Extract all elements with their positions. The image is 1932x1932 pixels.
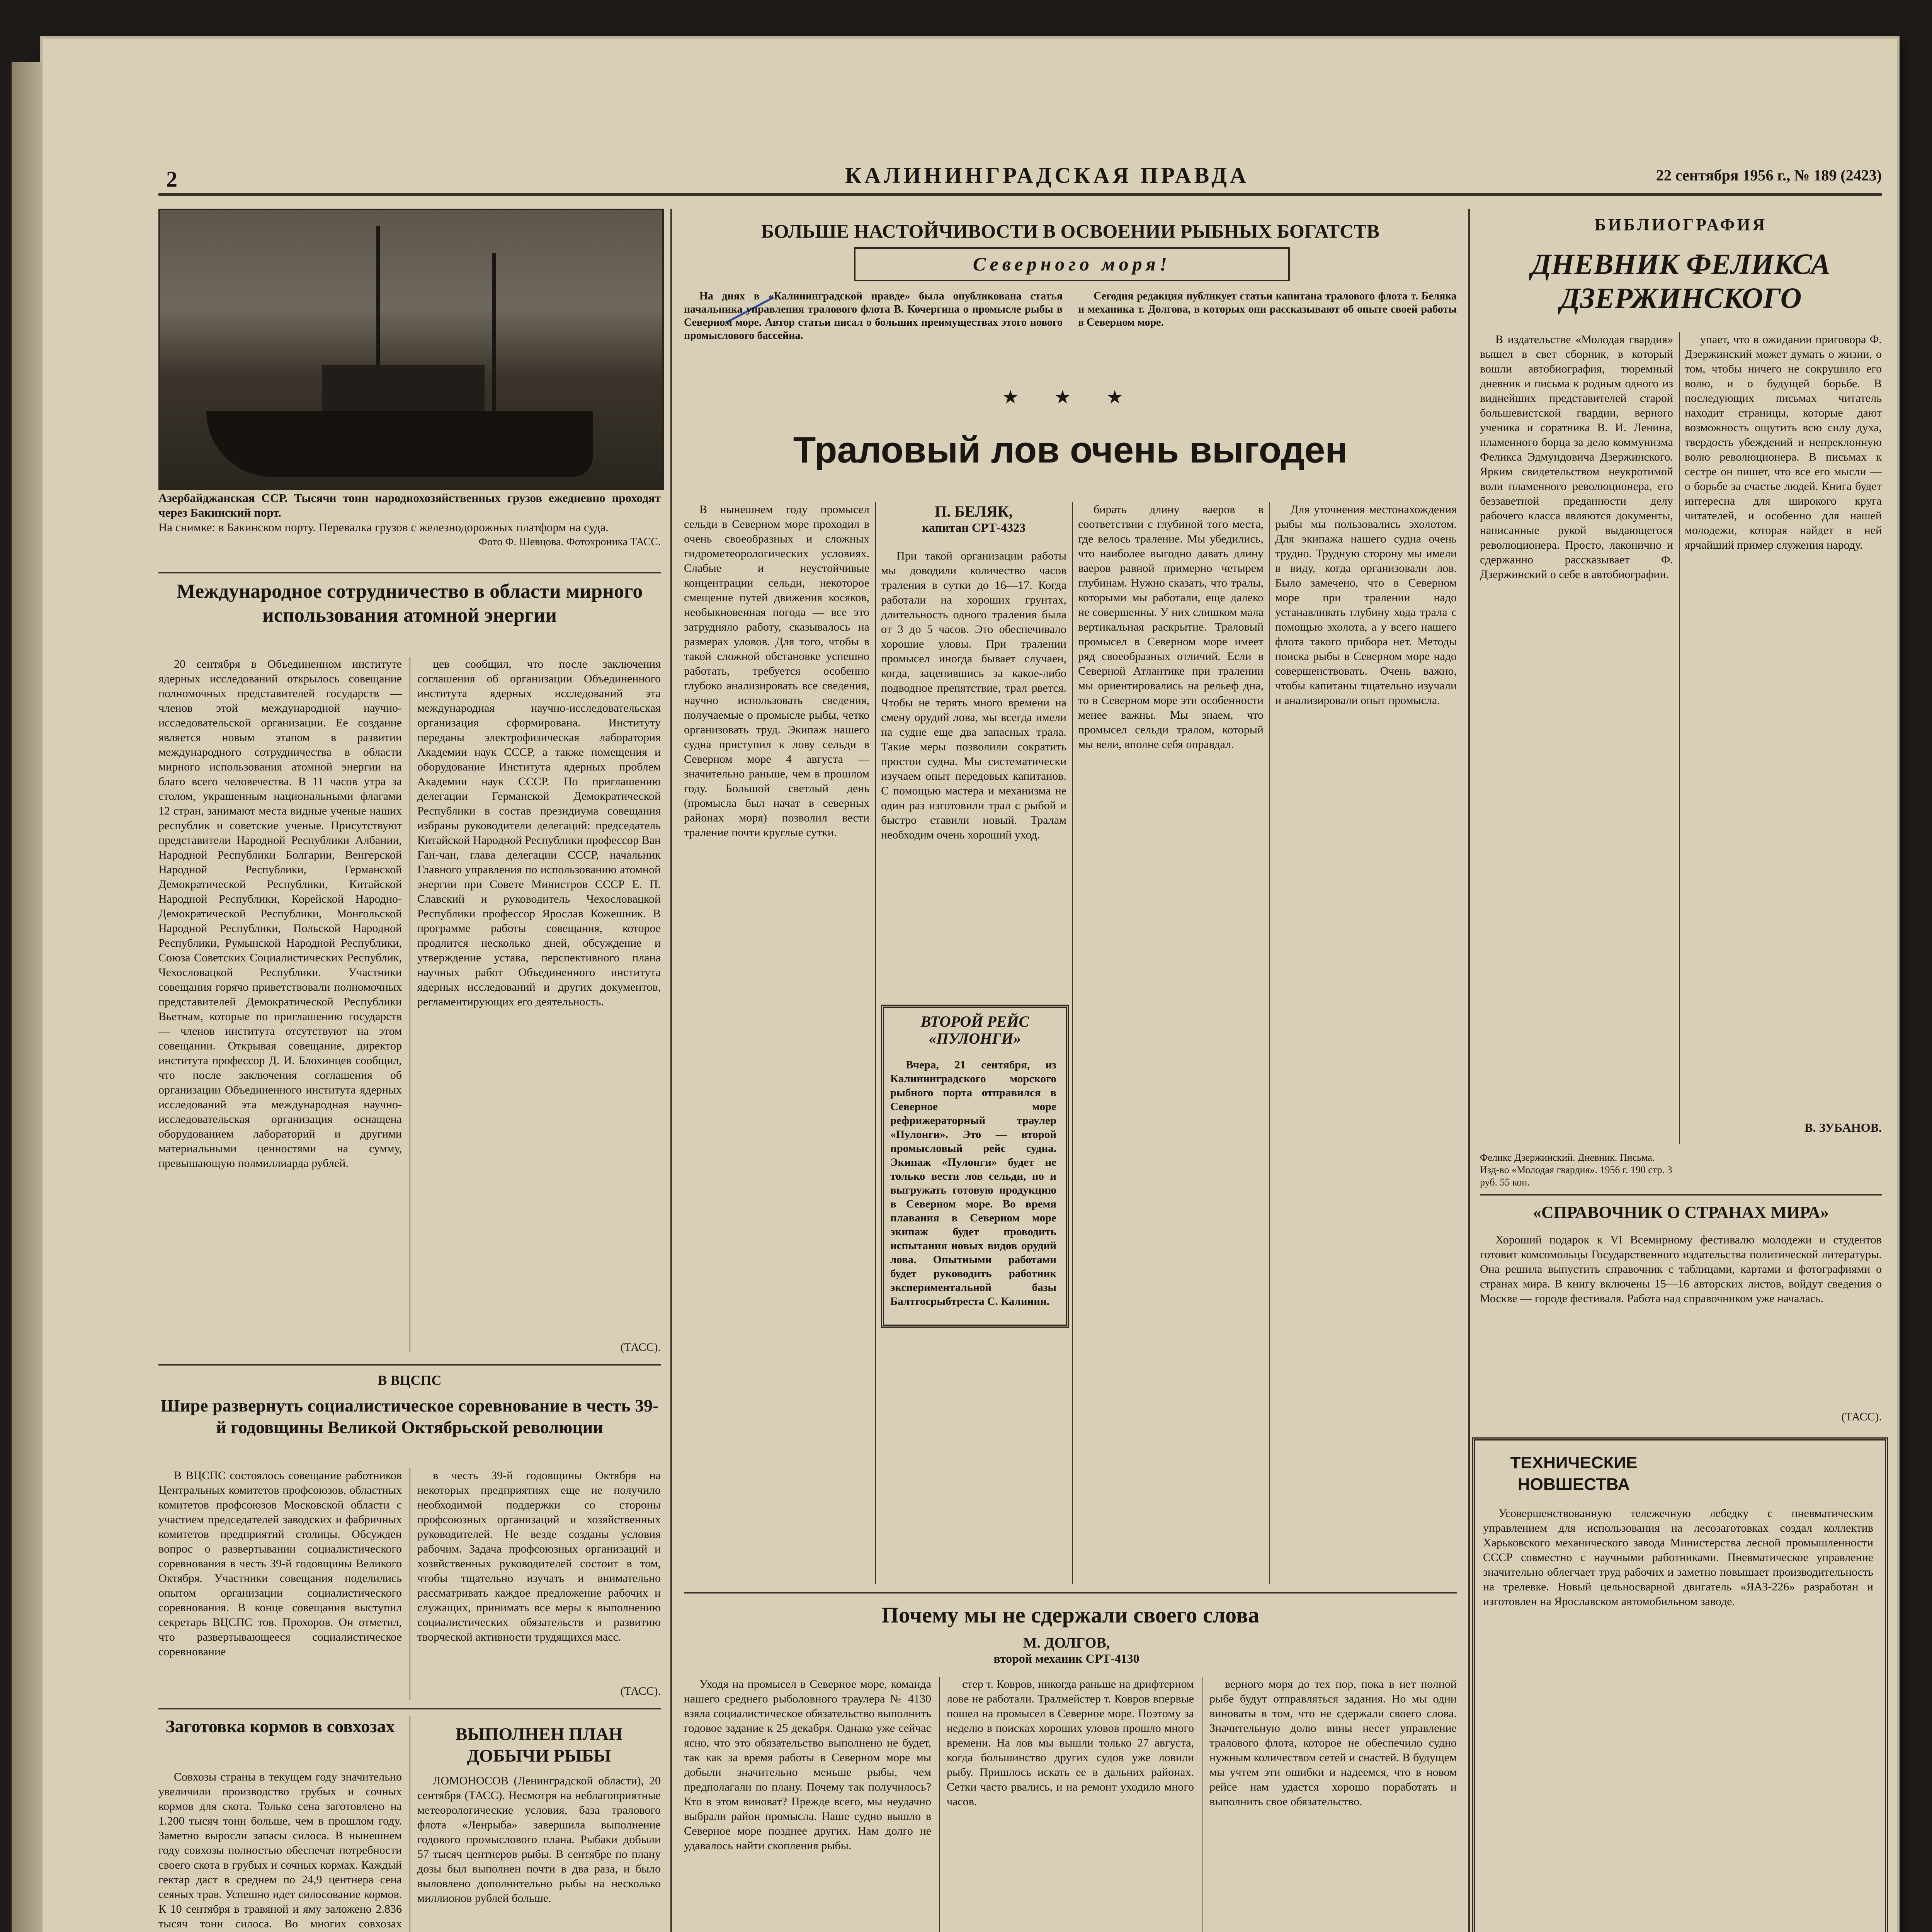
atom-text-2: цев сообщил, что после заключения соглашения об организации Объединенного института ядерных исследований эта международная научно-исследовательская организация сформирована. Институту переданы электрофизическая лаборатория Академии наук СССР, а также помещения и оборудование Института ядерных проблем Академии наук СССР. По приглашению делегации Германской Демократической Республики в состав президиума совещания избраны руководители делегаций: председатель Китайской Народной Республики профессор Ван Ган-чан, глава делегации СССР, начальник Главного управления по использованию атомной энергии при Совете Министров СССР Е. П. Славский и руководитель Чехословацкой Республики профессор Ярослав Кожешник. В программе работы совещания, которое продлится несколько дней, обсуждение и утверждение устава, перспективного плана научных работ Объединенного института ядерных исследований и других документов, регламентирующих его деятельность.: [417, 658, 661, 1008]
vcsps-col-2: [417, 1468, 661, 1685]
north-sea-headline: БОЛЬШЕ НАСТОЙЧИВОСТИ В ОСВОЕНИИ РЫБНЫХ БОГАТСТВ: [761, 220, 1379, 242]
second-trip-text: Вчера, 21 сентября, из Калининградского морского рыбного порта отправился в Северное море рефрижераторный траулер «Пулонги». Это — второй промысловый рейс судна. Экипаж «Пулонги» будет не только вести лов сельди, но и выгружать готовую продукцию в Северном море. Во время плавания в Северном море экипаж будет проводить испытания новых видов орудий лова. Опытными работами будет руководить работник экспериментальной базы Балтгосрыбтреста С. Калинин.: [890, 1059, 1056, 1308]
rule: [1679, 332, 1680, 1144]
north-sea-intro-1: [684, 290, 1063, 375]
tech-box: [1472, 1437, 1888, 1932]
dolgov-col-3: [1209, 1584, 1457, 1932]
trawl-col-3: [1078, 502, 1264, 1584]
photo-caption-block: [158, 491, 661, 568]
north-sea-box: [854, 247, 1290, 281]
second-trip-headline: ВТОРОЙ РЕЙС «ПУЛОНГИ»: [920, 1013, 1029, 1047]
dolgov-byline-block: [893, 1634, 1240, 1666]
guide-text: Хороший подарок к VI Всемирному фестивалю молодежи и студентов готовит комсомольцы Государственного издательства политической литературы. Она решила выпустить справочник с таблицами, картами и фотографиями о странах мира. В книгу включены 15—16 авторских листов, войдут сведения о Москве — городе фестиваля. Работа над справочником уже началась.: [1480, 1233, 1882, 1305]
biblio-col-1: [1480, 332, 1673, 1144]
rule: [670, 209, 672, 1932]
issue-date: 22 сентября 1956 г., № 189 (2423): [1656, 167, 1882, 184]
vcsps-text-1: В ВЦСПС состоялось совещание работников Центральных комитетов профсоюзов, областных комитетов профсоюзов Московской области с участием председателей заводских и фабричных комитетов предприятий столицы. Обсужден вопрос о развертывании социалистического соревнования в честь 39-й годовщины Великого Октября. Участники совещания поделились опытом организации социалистического соревнования. В конце совещания выступил секретарь ВЦСПС тов. Прохоров. Он отметил, что развертывающееся социалистическое соревнование: [158, 1469, 402, 1658]
dolgov-col-1: [684, 1677, 931, 1932]
fish-plan-headline: ВЫПОЛНЕН ПЛАН ДОБЫЧИ РЫБЫ: [455, 1724, 623, 1765]
dolgov-headline: Почему мы не сдержали своего слова: [881, 1602, 1260, 1628]
trawl-text-4: Для уточнения местонахождения рыбы мы пользовались эхолотом. Для экипажа нашего судна очень трудно. Трудную сторону мы имели в виду, когда организовали лов. Было замечено, что в Северном море при тралении надо устанавливать глубину хода трала с помощью эхолота, а у всего нашего флота такого прибора нет. Методы поиска рыбы в Северном море надо совершенствовать. Очень важно, чтобы капитаны тщательно изучали и анализировали опыт промысла.: [1275, 503, 1457, 707]
masthead-rule: [158, 193, 1882, 196]
biblio-text-1: В издательстве «Молодая гвардия» вышел в свет сборник, в который вошли автобиография, тюремный дневник и письма к родным одного из виднейших представителей старой большевистской гвардии, верного ученика и соратника В. И. Ленина, пламенного борца за дело коммунизма Феликса Эдмундовича Дзержинского. Ярким свидетельством неукротимой воли пламенного революционера, его беззаветной преданности делу рабочего класса являются документы, написанные рукой выдающегося революционера. Просто, лаконично и сдержанно рассказывает Ф. Дзержинский о себе в автобиографии.: [1480, 333, 1673, 581]
tech-body: [1483, 1506, 1873, 1932]
vcsps-kicker: В ВЦСПС: [378, 1372, 442, 1388]
dolgov-text-3: верного моря до тех пор, пока в нет полной рыбе будут отправляться задания. Но мы одни виноваты в том, что не сдержали своего слова. Значительную долю вины несет управление тралового флота, которое не обеспечило судно нужным количеством сетей и снастей. В будущем мы учтем эти ошибки и надеемся, что в новом рейсе нам удастся хорошо поработать и выполнить свое обязательство.: [1209, 1678, 1457, 1808]
fish-plan-body: [417, 1774, 661, 1932]
fodder-headline: Заготовка кормов в совхозах: [165, 1716, 395, 1736]
trawl-text-2: При такой организации работы мы доводили количество часов траления в сутки до 16—17. Когда работали на хороших грунтах, длительность одного траления была от 3 до 5 часов. Это обеспечивало хорошие уловы. При тралении промысел иногда бывает случаен, когда, зацепившись за какое-либо подводное препятствие, трал рвется. Чтобы не терять много времени на смену орудий лова, мы всегда имели на судне еще два запасных трала. Такие меры позволили сократить простои судна. Мы систематически изучаем опыт передовых капитанов. С помощью мастера и механизма не один раз изготовили трал с рыбой и быстро ставили новый. Тралам необходим очень хороший уход.: [881, 549, 1066, 841]
vcsps-col-1: [158, 1468, 402, 1700]
north-sea-intro-2: [1078, 290, 1457, 375]
vcsps-tass: (ТАСС).: [620, 1685, 661, 1697]
biblio-col-2: [1685, 332, 1882, 1113]
rule: [1269, 502, 1270, 1584]
biblio-headline: ДНЕВНИК ФЕЛИКСА ДЗЕРЖИНСКОГО: [1531, 248, 1831, 315]
second-trip-box: [881, 1005, 1069, 1328]
photo-caption-2: На снимке: в Бакинском порту. Перевалка грузов с железнодорожных платформ на суда.: [158, 520, 609, 534]
biblio-ref: Феликс Дзержинский. Дневник. Письма. Изд-во «Молодая гвардия». 1956 г. 190 стр. 3 руб. 55 коп.: [1480, 1152, 1672, 1188]
stars-divider: ★ ★ ★: [1002, 387, 1139, 408]
atom-text-1: 20 сентября в Объединенном институте ядерных исследований открылось совещание полномочных представителей государств — членов этой международной научно-исследовательской организации. Ее создание является новым этапом в развитии международного сотрудничества в области мирного использования атомной энергии на благо всего человечества. В 11 часов утра за столом, украшенным национальными флагами 12 стран, занимают места видные ученые наших республик и советские ученые. Присутствуют представители Народной Республики Албании, Народной Республики Болгарии, Венгерской Народной Республики, Германской Демократической Республики, Китайской Народной Республики, Корейской Народно-Демократической Республики, Монгольской Народной Республики, Польской Народной Республики, Румынской Народной Республики, Союза Советских Социалистических Республик, Чехословацкой Республики. Участники совещания горячо приветствовали полномочных представителей Демократической Республики Вьетнам, которые по приглашению государств — членов института отсутствуют на этом совещании. Открывая совещание, директор института профессор Д. И. Блохинцев сообщил, что после заключения соглашения об организации Объединенного института ядерных исследований эта международная научно-исследовательская организация оснащена оборудованием лабораторий и другими материальными ценностями на сумму, превышающую полмиллиарда рублей.: [158, 658, 402, 1170]
trawl-col-4: [1275, 502, 1457, 1584]
rule: [1072, 502, 1073, 1584]
atom-col-2: [417, 657, 661, 1337]
trawl-col-2: [881, 549, 1066, 997]
trawl-text-3: бирать длину ваеров в соответствии с глубиной того места, где велось траление. Мы убедились, что наиболее выгодно давать длину ваеров равной примерно четырем глубинам. Нужно сказать, что тралы, которыми мы работали, еще далеко не совершенны. У них слишком мала вертикальная раскрытие. Траловый промысел в Северном море имеет ряд своеобразных отличий. Если в Северной Атлантике при тралении мы ориентировались на рельеф дна, то в Северном море эти особенности менее важны. Мы знаем, что промысел сельди тралом, который мы вели, вполне себя оправдал.: [1078, 503, 1264, 751]
photo-credit: Фото Ф. Шевцова. Фотохроника ТАСС.: [478, 536, 661, 548]
tech-headline: ТЕХНИЧЕСКИЕ НОВШЕСТВА: [1510, 1453, 1638, 1494]
dolgov-byline-role: второй механик СРТ-4130: [993, 1651, 1139, 1665]
atom-tass: (ТАСС).: [620, 1341, 661, 1354]
atom-headline: Международное сотрудничество в области мирного использования атомной энергии: [176, 580, 643, 626]
second-trip-body: [890, 1058, 1056, 1317]
biblio-rubric: БИБЛИОГРАФИЯ: [1594, 215, 1767, 234]
tech-text: Усовершенствованную тележечную лебедку с пневматическим управлением для использования на лесозаготовках создал коллектив Харьковского механического завода Министерства лесной промышленности СССР совместно с научными работниками. Пневматическое управление значительно облегчает труд рабочих и заметно повышает производительность на трелевке. Новый цельносварной двигатель «ЯАЗ-226» разработан и изготовлен на Ярославском автомобильном заводе.: [1483, 1507, 1873, 1608]
atom-col-1: [158, 657, 402, 1360]
north-sea-intro-text-2: Сегодня редакция публикует статьи капитана тралового флота т. Беляка и механика т. Долгова, в которых они рассказывают об опыте своей работы в Северном море.: [1078, 290, 1457, 328]
rule: [158, 1708, 661, 1709]
dolgov-text-2: стер т. Ковров, никогда раньше на дрифтерном лове не работали. Тралмейстер т. Ковров впервые пошел на промысел в Северное море. Поэтому за неделю в поисках хороших уловов прошло много времени. На лов мы вышли только 27 августа, когда большинство других судов уже ловили рыбу. Пришлось искать ее в дальних районах. Сетки часто рвались, и на ремонт уходило много часов.: [947, 1678, 1194, 1808]
north-sea-headline-2: Северного моря!: [973, 253, 1171, 275]
newspaper-page: [43, 39, 1897, 1932]
rule: [158, 1364, 661, 1366]
fodder-text: Совхозы страны в текущем году значительно увеличили производство грубых и сочных кормов для скота. Только сена заготовлено на 1.200 тысяч тонн больше, чем в прошлом году. Заметно выросли запасы силоса. В нынешнем году совхозы полностью обеспечат потребности своего скота в грубых и сочных кормах. Каждый гектар даст в среднем по 24,9 центнера сена сеяных трав. Успешно идет силосование кормов. К 10 сентября в травяной и яму заложено 2.836 тысяч тонн силоса. Во многих совхозах: [158, 1770, 402, 1930]
fodder-body: [158, 1770, 402, 1932]
vcsps-text-2: в честь 39-й годовщины Октября на некоторых предприятиях еще не получило необходимой поддержки со стороны профсоюзных организаций и хозяйственных руководителей. Не везде созданы условия рабочим. Задача профсоюзных организаций и хозяйственных руководителей состоит в том, чтобы тщательно изучать и внимательно рассматривать каждое предложение рабочих и служащих, принимать все меры к выполнению социалистических обязательств и развитию творческой активности трудящихся масс.: [417, 1469, 661, 1643]
trawl-byline-block: [881, 502, 1066, 535]
photo-caption: Азербайджанская ССР. Тысячи тонн народнохозяйственных грузов ежедневно проходят через Бакинский порт.: [158, 491, 661, 519]
rule: [875, 502, 876, 1584]
trawl-byline-role: капитан СРТ-4323: [922, 520, 1026, 534]
biblio-text-2: упает, что в ожидании приговора Ф. Дзержинский может думать о жизни, о том, чтобы ничего не сокрушило его волю, и о будущей борьбе. В последующих письмах читатель находит страницы, которые дают возможность ощутить всю силу духа, твердость убеждений и непреклонную волю революционера. В письмах к сестре он пишет, что все его мысли — о борьбе за счастье людей. Книга будет интересна для широкого круга читателей, и особенно для нашей молодежи, которая найдет в ней ярчайший пример служения народу.: [1685, 333, 1882, 551]
rule: [1468, 209, 1470, 1932]
dolgov-col-2: [947, 1677, 1194, 1932]
trawl-col-1: [684, 502, 869, 1584]
trawl-headline: Траловый лов очень выгоден: [793, 429, 1348, 471]
guide-headline: «СПРАВОЧНИК О СТРАНАХ МИРА»: [1532, 1203, 1829, 1222]
fish-plan-text: ЛОМОНОСОВ (Ленинградской области), 20 сентября (ТАСС). Несмотря на неблагоприятные метеорологические условия, база тралового флота «Ленрыба» завершила выполнение годового промыслового плана. Рыбаки добыли 57 тысяч центнеров рыбы. В сентябре по плану дозы был выполнен почти в два раза, и было выловлено дополнительно рыбы на несколько миллионов рублей больше.: [417, 1774, 661, 1905]
dolgov-text-1: Уходя на промысел в Северное море, команда нашего среднего рыболовного траулера № 4130 взяла социалистическое обязательство выполнить годовое задание к 25 декабря. Однако уже сейчас ясно, что это обязательство выполнено не будет, так как за время работы в Северном море мы добыли значительно меньше рыбы, чем предполагали по плану. Почему так получилось? Кто в этом виноват? Прежде всего, мы неудачно выбрали район промысла. Наше судно вышло в Северное море позднее других. Нам долго не удавалось найти скопления рыбы.: [684, 1678, 931, 1852]
trawl-text-1: В нынешнем году промысел сельди в Северном море проходил в очень своеобразных и сложных гидрометеорологических условиях. Слабые и неустойчивые концентрации сельди, некоторое смещение путей движения косяков, необыкновенная погода — все это затрудняло работу, сказывалось на размерах уловов. Для того, чтобы в такой сложной обстановке успешно работать, требуется особенно глубоко анализировать все сведения, научно использовать сведения, получаемые о промысле рыбы, четко организовать труд. Экипаж нашего судна приступил к лову сельди в Северном море 4 августа — значительно раньше, чем в прошлом году. Большой светлый день (промысла был начат в северных районах моря) позволил вести траление почти круглые сутки.: [684, 503, 869, 839]
trawl-byline: П. БЕЛЯК,: [935, 503, 1013, 520]
masthead-title: КАЛИНИНГРАДСКАЯ ПРАВДА: [845, 163, 1249, 188]
biblio-signature: В. ЗУБАНОВ.: [1804, 1121, 1882, 1134]
vcsps-headline: Шире развернуть социалистическое соревнование в честь 39-й годовщины Великой Октябрьской революции: [160, 1396, 659, 1437]
rule: [939, 1677, 940, 1932]
guide-tass: (ТАСС).: [1841, 1410, 1882, 1423]
rule: [158, 572, 661, 573]
rule: [1480, 1194, 1882, 1196]
north-sea-intro-text-1: На днях в «Калининградской правде» была опубликована статья начальника управления тралового флота В. Кочергина о промысле рыбы в Северном море. Автор статьи писал о больших преимуществах этого нового промыслового бассейна.: [684, 290, 1063, 342]
guide-body: [1480, 1233, 1882, 1410]
port-photo: [158, 209, 664, 490]
page-number: 2: [166, 167, 177, 192]
dolgov-byline: М. ДОЛГОВ,: [1023, 1635, 1110, 1651]
